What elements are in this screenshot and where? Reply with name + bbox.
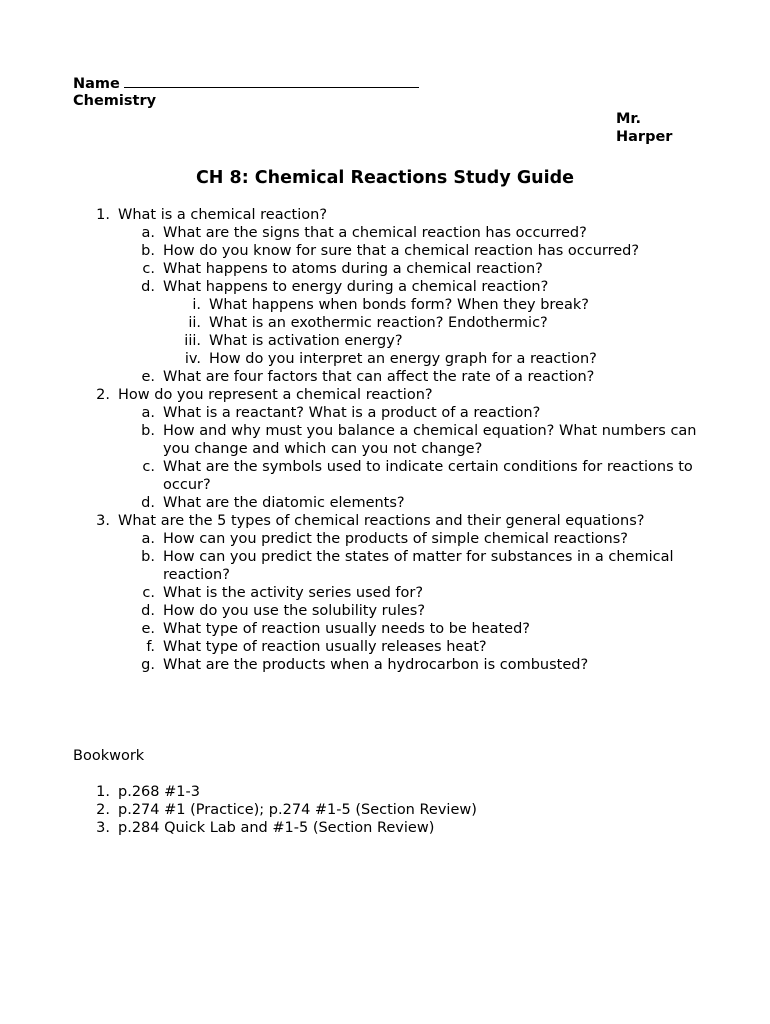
bookwork-item [0, 801, 770, 819]
sub-question-text: What happens to energy during a chemical reaction? [163, 279, 549, 295]
sub-question-text: How and why must you balance a chemical equation? What numbers can you change and which can you not change? [163, 423, 697, 457]
sub-question-text: How can you predict the products of simple chemical reactions? [163, 531, 628, 547]
bookwork-text: p.274 #1 (Practice); p.274 #1-5 (Section Review) [118, 802, 477, 818]
detail-question-item [0, 350, 770, 368]
sub-question-marker: b. [141, 423, 155, 439]
sub-question-marker: d. [141, 603, 155, 619]
sub-question-marker: c. [142, 459, 155, 475]
sub-question-marker: a. [141, 225, 155, 241]
sub-question-item [0, 638, 770, 656]
sub-question-text: What type of reaction usually needs to be heated? [163, 621, 530, 637]
sub-question-item [0, 530, 770, 548]
sub-question-item [0, 620, 770, 638]
name-blank-line [124, 74, 419, 88]
detail-question-text: What is activation energy? [209, 333, 403, 349]
sub-question-item [0, 548, 770, 584]
detail-question-marker: ii. [188, 315, 201, 331]
sub-question-marker: e. [141, 369, 155, 385]
sub-question-item [0, 260, 770, 278]
sub-question-marker: c. [142, 261, 155, 277]
question-item [0, 206, 770, 224]
sub-question-item [0, 584, 770, 602]
sub-question-marker: d. [141, 279, 155, 295]
bookwork-list [0, 783, 770, 837]
sub-question-item [0, 602, 770, 620]
detail-question-item [0, 332, 770, 350]
sub-question-marker: c. [142, 585, 155, 601]
question-text: What is a chemical reaction? [118, 207, 328, 223]
sub-question-text: What are the symbols used to indicate certain conditions for reactions to occur? [163, 459, 693, 493]
sub-question-marker: a. [141, 531, 155, 547]
bookwork-marker: 3. [96, 820, 110, 836]
question-text: What are the 5 types of chemical reactions and their general equations? [118, 513, 645, 529]
name-label: Name [73, 76, 120, 92]
bookwork-text: p.268 #1-3 [118, 784, 200, 800]
sub-question-text: How can you predict the states of matter for substances in a chemical reaction? [163, 549, 674, 583]
sub-question-item [0, 422, 770, 458]
name-field [73, 74, 419, 93]
question-text: How do you represent a chemical reaction? [118, 387, 433, 403]
bookwork-item [0, 819, 770, 837]
sub-question-text: What is a reactant? What is a product of a reaction? [163, 405, 541, 421]
sub-question-text: What are four factors that can affect the rate of a reaction? [163, 369, 595, 385]
question-marker: 2. [96, 387, 110, 403]
detail-question-item [0, 296, 770, 314]
sub-question-item [0, 494, 770, 512]
detail-question-marker: iv. [184, 351, 201, 367]
detail-question-text: How do you interpret an energy graph for a reaction? [209, 351, 597, 367]
detail-question-text: What is an exothermic reaction? Endothermic? [209, 315, 548, 331]
sub-question-text: How do you know for sure that a chemical reaction has occurred? [163, 243, 640, 259]
page-title: CH 8: Chemical Reactions Study Guide [195, 168, 575, 188]
question-item [0, 512, 770, 530]
sub-question-item [0, 224, 770, 242]
sub-question-marker: g. [141, 657, 155, 673]
bookwork-heading: Bookwork [73, 748, 145, 764]
sub-question-item [0, 656, 770, 674]
sub-question-item [0, 404, 770, 422]
subject-label: Chemistry [73, 93, 157, 109]
bookwork-text: p.284 Quick Lab and #1-5 (Section Review) [118, 820, 435, 836]
sub-question-text: What are the signs that a chemical reaction has occurred? [163, 225, 587, 241]
bookwork-marker: 2. [96, 802, 110, 818]
sub-question-text: What are the products when a hydrocarbon is combusted? [163, 657, 589, 673]
sub-question-text: What type of reaction usually releases heat? [163, 639, 487, 655]
detail-question-text: What happens when bonds form? When they break? [209, 297, 589, 313]
question-marker: 1. [96, 207, 110, 223]
sub-question-item [0, 242, 770, 260]
sub-question-marker: b. [141, 243, 155, 259]
sub-question-text: What are the diatomic elements? [163, 495, 405, 511]
sub-question-marker: a. [141, 405, 155, 421]
sub-question-marker: e. [141, 621, 155, 637]
sub-question-text: What is the activity series used for? [163, 585, 424, 601]
sub-question-marker: b. [141, 549, 155, 565]
sub-question-text: What happens to atoms during a chemical reaction? [163, 261, 543, 277]
bookwork-item [0, 783, 770, 801]
sub-question-item [0, 278, 770, 296]
bookwork-marker: 1. [96, 784, 110, 800]
detail-question-item [0, 314, 770, 332]
question-marker: 3. [96, 513, 110, 529]
question-outline [0, 206, 770, 674]
sub-question-item [0, 368, 770, 386]
teacher-name: Mr. Harper [616, 111, 673, 145]
sub-question-marker: f. [146, 639, 155, 655]
sub-question-item [0, 458, 770, 494]
detail-question-marker: i. [192, 297, 201, 313]
sub-question-text: How do you use the solubility rules? [163, 603, 426, 619]
sub-question-marker: d. [141, 495, 155, 511]
question-item [0, 386, 770, 404]
detail-question-marker: iii. [184, 333, 201, 349]
